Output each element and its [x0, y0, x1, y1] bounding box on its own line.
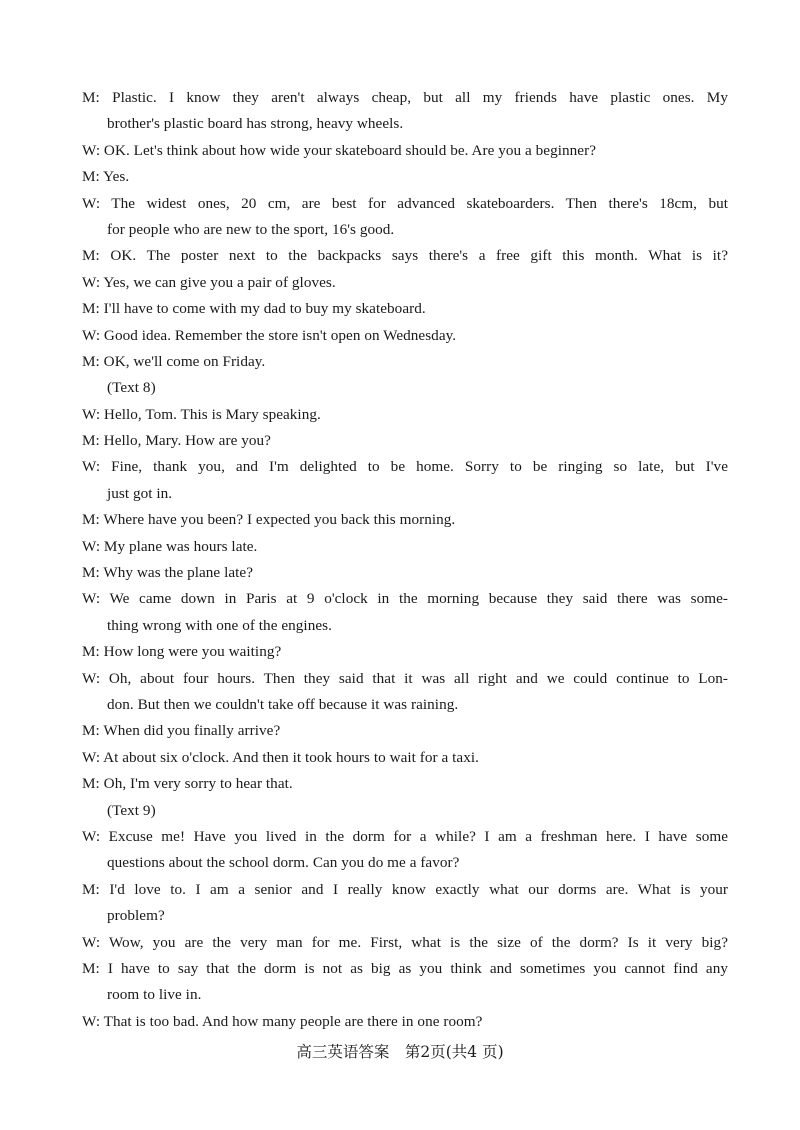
transcript-line: W: We came down in Paris at 9 o'clock in the morning because they said there was some-: [82, 590, 728, 608]
transcript-line: M: Hello, Mary. How are you?: [82, 432, 271, 450]
transcript-line: W: Oh, about four hours. Then they said that it was all right and we could continue to Lon-: [82, 669, 728, 687]
transcript-line: W: That is too bad. And how many people are there in one room?: [82, 1012, 483, 1030]
transcript-line: M: Plastic. I know they aren't always cheap, but all my friends have plastic ones. My: [82, 89, 728, 106]
transcript-line: M: How long were you waiting?: [82, 643, 282, 661]
transcript-line: room to live in.: [107, 986, 202, 1004]
transcript-line: problem?: [107, 907, 165, 925]
page-footer: 高三英语答案 第2页(共4 页): [296, 1043, 504, 1061]
transcript-line: W: Fine, thank you, and I'm delighted to be home. Sorry to be ringing so late, but I've: [82, 458, 728, 476]
transcript-line: W: Good idea. Remember the store isn't open on Wednesday.: [82, 326, 457, 344]
transcript-line: just got in.: [107, 484, 173, 502]
transcript-line: thing wrong with one of the engines.: [107, 616, 332, 634]
transcript-line: M: I'll have to come with my dad to buy my skateboard.: [82, 300, 426, 318]
transcript-line: don. But then we couldn't take off because it was raining.: [107, 695, 459, 713]
transcript-line: brother's plastic board has strong, heavy wheels.: [107, 115, 404, 133]
transcript-line: M: OK. The poster next to the backpacks says there's a free gift this month. What is it?: [82, 247, 728, 265]
transcript-line: W: My plane was hours late.: [82, 537, 258, 555]
section-heading: (Text 8): [107, 379, 156, 397]
transcript-line: M: Why was the plane late?: [82, 564, 253, 582]
transcript-line: W: Yes, we can give you a pair of gloves.: [82, 273, 336, 291]
transcript-line: M: Where have you been? I expected you back this morning.: [82, 511, 456, 529]
transcript-line: M: I'd love to. I am a senior and I really know exactly what our dorms are. What is your: [82, 880, 728, 898]
transcript-line: W: Wow, you are the very man for me. First, what is the size of the dorm? Is it very big?: [82, 933, 728, 951]
transcript-line: W: At about six o'clock. And then it took hours to wait for a taxi.: [82, 748, 479, 766]
transcript-line: M: I have to say that the dorm is not as big as you think and sometimes you cannot find any: [82, 959, 728, 977]
transcript-line: W: The widest ones, 20 cm, are best for advanced skateboarders. Then there's 18cm, but: [82, 194, 728, 212]
transcript-line: W: OK. Let's think about how wide your skateboard should be. Are you a beginner?: [82, 141, 596, 159]
transcript-line: W: Excuse me! Have you lived in the dorm for a while? I am a freshman here. I have some: [82, 827, 728, 845]
transcript-line: for people who are new to the sport, 16's good.: [107, 220, 395, 238]
transcript-line: questions about the school dorm. Can you do me a favor?: [107, 854, 460, 872]
transcript-body: [82, 85, 728, 1035]
transcript-line: M: When did you finally arrive?: [82, 722, 281, 740]
transcript-line: M: OK, we'll come on Friday.: [82, 352, 266, 370]
transcript-line: M: Yes.: [82, 168, 130, 186]
transcript-line: M: Oh, I'm very sorry to hear that.: [82, 775, 293, 793]
transcript-line: W: Hello, Tom. This is Mary speaking.: [82, 405, 321, 423]
section-heading: (Text 9): [107, 801, 156, 819]
